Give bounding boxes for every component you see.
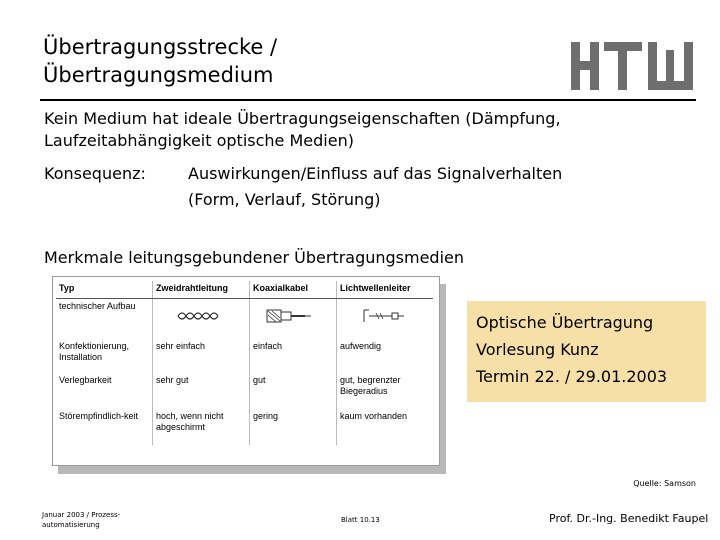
callout-text (476, 309, 667, 390)
coax-cable-icon (250, 299, 337, 340)
twisted-pair-icon (153, 299, 250, 340)
row-label: Verlegbarkeit (56, 373, 153, 409)
section-subheading: Merkmale leitungsgebundener Übertragungsmedien (44, 248, 465, 267)
callout-line-2: Vorlesung Kunz (476, 340, 599, 359)
consequence-text (188, 161, 562, 213)
table-header-row (56, 281, 433, 299)
header-divider (40, 99, 696, 101)
intro-line-1: Kein Medium hat ideale Übertragungseigenschaften (Dämpfung, (44, 109, 561, 128)
callout-line-3: Termin 22. / 29.01.2003 (476, 367, 668, 386)
table-frame (52, 276, 440, 466)
title-line-2: Übertragungsmedium (43, 63, 274, 87)
table-cell: hoch, wenn nicht abgeschirmt (153, 409, 250, 445)
header-coax: Koaxialkabel (250, 281, 337, 299)
table-cell: einfach (250, 339, 337, 373)
htw-logo (571, 42, 693, 90)
source-credit: Quelle: Samson (633, 479, 696, 488)
row-label: Störempfindlich-keit (56, 409, 153, 445)
title-line-1: Übertragungsstrecke / (43, 35, 278, 59)
row-label: Konfektionierung, Installation (56, 339, 153, 373)
table-row (56, 339, 433, 373)
fiber-cable-icon (337, 299, 434, 340)
table-row (56, 373, 433, 409)
header-fiber: Lichtwellenleiter (337, 281, 434, 299)
callout-line-1: Optische Übertragung (476, 313, 654, 332)
header-twisted-pair: Zweidrahtleitung (153, 281, 250, 299)
footer-page-number: Blatt 10.13 (341, 516, 380, 524)
table-cell: gering (250, 409, 337, 445)
table-row (56, 299, 433, 340)
table-row (56, 409, 433, 445)
slide-title (43, 33, 277, 89)
media-comparison-table (56, 281, 433, 445)
media-comparison-figure (52, 276, 444, 472)
table-cell: sehr einfach (153, 339, 250, 373)
table-cell: sehr gut (153, 373, 250, 409)
header-typ: Typ (56, 281, 153, 299)
table-cell: aufwendig (340, 341, 382, 351)
consequence-label: Konsequenz: (44, 164, 146, 183)
table-cell: gut (250, 373, 337, 409)
row-label: technischer Aufbau (56, 299, 153, 340)
consequence-line-2: (Form, Verlauf, Störung) (188, 190, 381, 209)
table-cell: kaum vorhanden (340, 411, 408, 421)
consequence-line-1: Auswirkungen/Einfluss auf das Signalverhalten (188, 164, 563, 183)
intro-text (44, 108, 561, 152)
footer-date-course: Januar 2003 / Prozess-automatisierung (42, 511, 121, 529)
intro-line-2: Laufzeitabhängigkeit optische Medien) (44, 131, 354, 150)
table-cell: gut, begrenzter Biegeradius (340, 375, 401, 396)
footer-author: Prof. Dr.-Ing. Benedikt Faupel (549, 512, 709, 525)
